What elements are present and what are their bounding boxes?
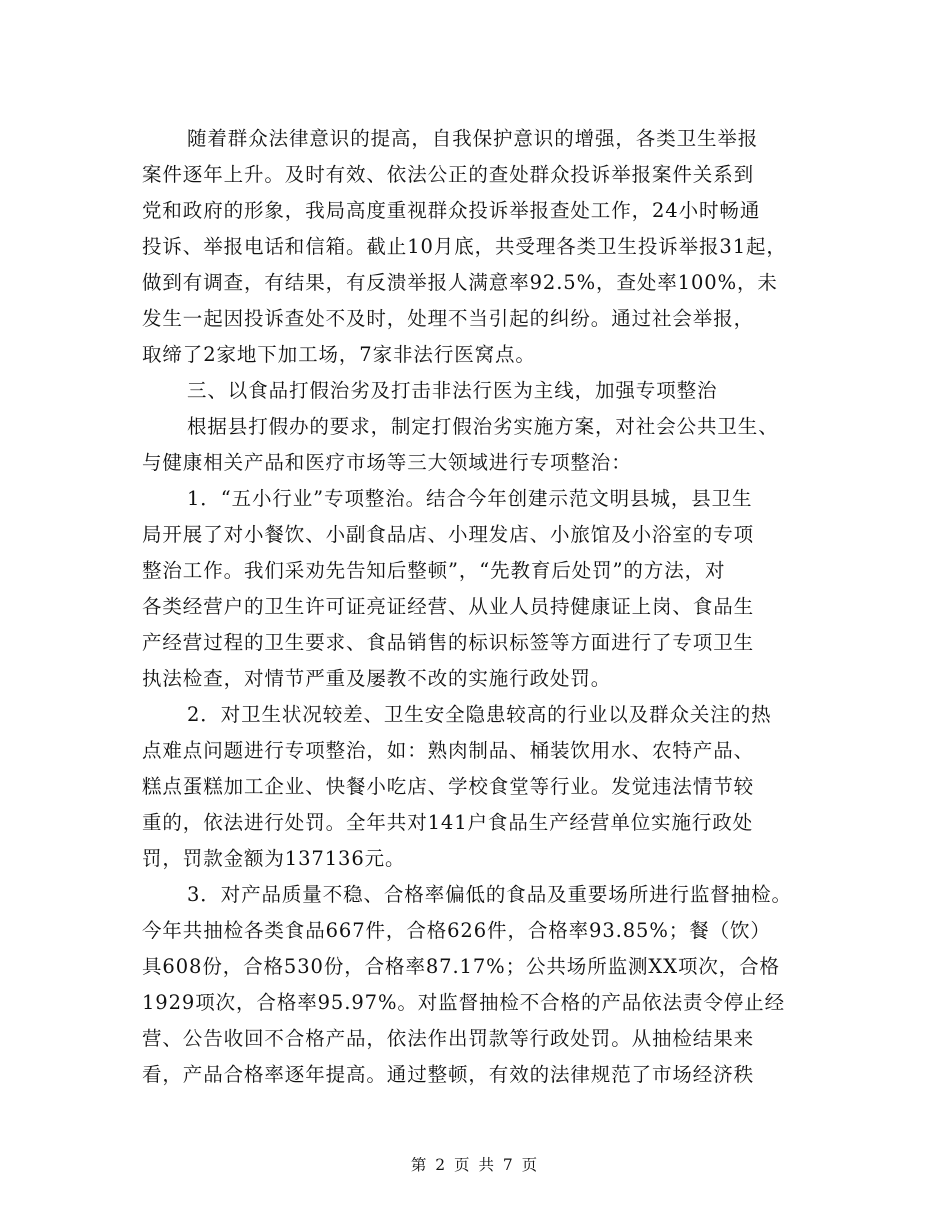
text-line: 做到有调查，有结果，有反溃举报人满意率92.5%，查处率100%，未: [142, 271, 778, 294]
text-line: 党和政府的形象，我局高度重视群众投诉举报查处工作，24小时畅通: [142, 199, 761, 222]
text-line: 整治工作。我们采劝先告知后整顿”，“先教育后处罚”的方法，对: [142, 559, 726, 582]
text-line: 三、以食品打假治劣及打击非法行医为主线，加强专项整治: [187, 379, 718, 402]
text-line: 具608份，合格530份，合格率87.17%；公共场所监测XX项次，合格: [142, 955, 780, 978]
text-line: 取缔了2家地下加工场，7家非法行医窝点。: [142, 343, 536, 366]
text-line: 发生一起因投诉查处不及时，处理不当引起的纠纷。通过社会举报，: [142, 307, 755, 330]
text-line: 营、公告收回不合格产品，依法作出罚款等行政处罚。从抽检结果来: [142, 1027, 755, 1050]
text-line: 点难点问题进行专项整治，如：熟肉制品、桶装饮用水、农特产品、: [142, 739, 755, 762]
text-line: 根据县打假办的要求，制定打假治劣实施方案，对社会公共卫生、: [187, 415, 779, 438]
text-line: 罚，罚款金额为137136元。: [142, 847, 406, 870]
text-line: 投诉、举报电话和信箱。截止10月底，共受理各类卫生投诉举报31起，: [142, 235, 787, 258]
text-line: 1929项次，合格率95.97%。对监督抽检不合格的产品依法责令停止经: [142, 991, 785, 1014]
text-line: 随着群众法律意识的提高，自我保护意识的增强，各类卫生举报: [187, 127, 759, 150]
text-line: 1．“五小行业”专项整治。结合今年创建示范文明县城，县卫生: [187, 487, 753, 510]
text-line: 各类经营户的卫生许可证亮证经营、从业人员持健康证上岗、食品生: [142, 595, 755, 618]
text-line: 糕点蛋糕加工企业、快餐小吃店、学校食堂等行业。发觉违法情节较: [142, 775, 755, 798]
text-line: 看，产品合格率逐年提高。通过整顿，有效的法律规范了市场经济秩: [142, 1063, 755, 1086]
text-line: 局开展了对小餐饮、小副食品店、小理发店、小旅馆及小浴室的专项: [142, 523, 755, 546]
text-line: 今年共抽检各类食品667件，合格626件，合格率93.85%；餐（饮）: [142, 919, 771, 942]
text-line: 3．对产品质量不稳、合格率偏低的食品及重要场所进行监督抽检。: [187, 883, 792, 906]
page-footer: 第 2 页 共 7 页: [410, 1156, 540, 1174]
text-line: 案件逐年上升。及时有效、依法公正的查处群众投诉举报案件关系到: [142, 163, 755, 186]
text-line: 执法检查，对情节严重及屡教不改的实施行政处罚。: [142, 667, 612, 690]
text-line: 产经营过程的卫生要求、食品销售的标识标签等方面进行了专项卫生: [142, 631, 755, 654]
text-line: 2．对卫生状况较差、卫生安全隐患较高的行业以及群众关注的热: [187, 703, 772, 726]
text-line: 与健康相关产品和医疗市场等三大领域进行专项整治：: [142, 451, 632, 474]
text-line: 重的，依法进行处罚。全年共对141户食品生产经营单位实施行政处: [142, 811, 754, 834]
